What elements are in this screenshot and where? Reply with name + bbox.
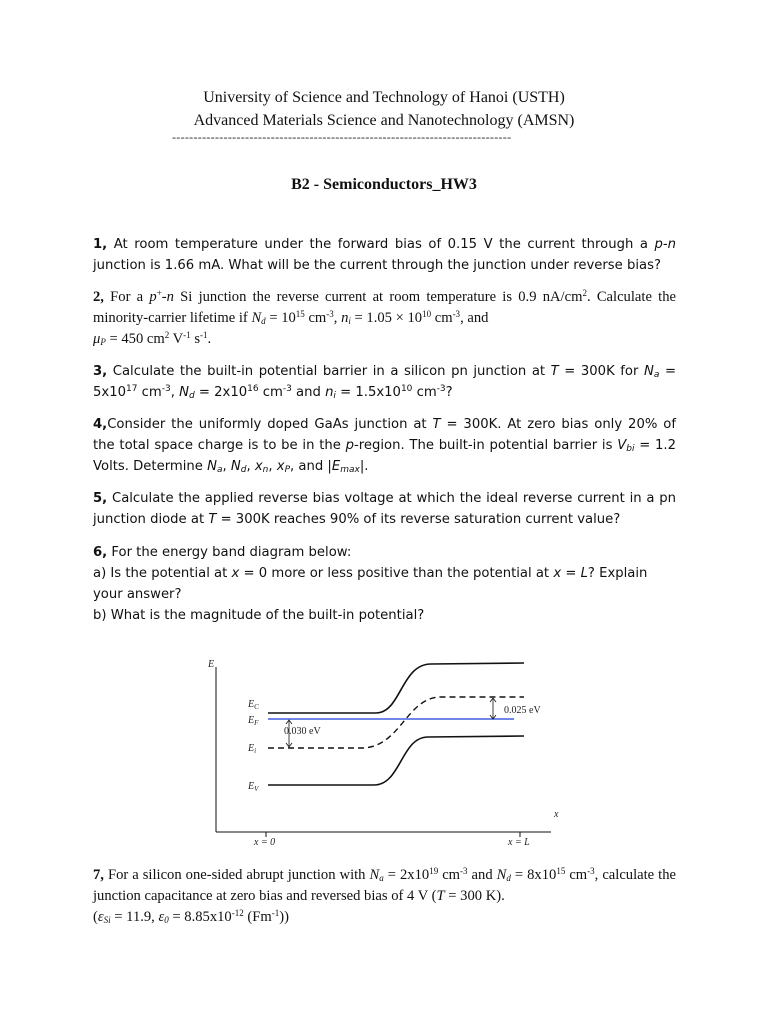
q2-i: i <box>348 316 351 326</box>
question-7-number: 7, <box>93 867 104 883</box>
q7-m1: -1 <box>271 908 280 918</box>
ev-label <box>247 781 259 793</box>
q3-m3a: -3 <box>161 384 171 394</box>
conduction-band-edge <box>268 663 524 713</box>
q2-t4: . Calculate the minority-carrier lifetime if <box>93 289 676 326</box>
q3-Na: N <box>643 364 654 379</box>
q1-text-2: junction is 1.66 mA. What will be the current through the junction under reverse bias? <box>93 258 661 273</box>
ei-label-main: E <box>248 743 255 754</box>
ei-label-sub: i <box>254 747 257 755</box>
q4-Na: N <box>207 459 217 474</box>
q2-m1b: -1 <box>200 330 208 340</box>
q5-t2: = 300K reaches 90% of its reverse saturation current value? <box>216 512 621 527</box>
q4-max: max <box>340 465 360 475</box>
q4-E: E <box>331 459 341 474</box>
q4-d: d <box>240 465 247 475</box>
q2-t8: = 1.05 × 10 <box>350 310 423 326</box>
question-4 <box>93 414 676 477</box>
q2-m3a: -3 <box>326 309 334 319</box>
intrinsic-level <box>268 697 524 748</box>
question-5 <box>93 488 676 530</box>
q6-x2: x <box>553 566 562 581</box>
question-1-number: 1, <box>93 237 108 252</box>
q4-t2: = 300K. At zero bias only 20% of the total space charge is to be in the <box>93 417 676 453</box>
q2-t9: cm <box>431 310 453 326</box>
q4-t1: Consider the uniformly doped GaAs junction at <box>107 417 433 432</box>
q7-t8: = 300 K). <box>444 888 505 904</box>
ec-label-main: E <box>248 699 255 710</box>
q7-m3a: -3 <box>460 866 468 876</box>
x-axis-label: x <box>554 809 559 820</box>
q3-t2: = 300K for <box>558 364 644 379</box>
q4-t9: |. <box>359 459 369 474</box>
q2-m1a: -1 <box>183 330 191 340</box>
q4-xn: x <box>254 459 263 474</box>
q2-m3b: -3 <box>452 309 461 319</box>
q7-t2: = 2x10 <box>383 867 430 883</box>
q2-t14: . <box>207 331 212 347</box>
department-name: Advanced Materials Science and Nanotechnology (AMSN) <box>193 112 575 129</box>
q4-t5: , <box>222 459 231 474</box>
q6-intro <box>93 542 676 563</box>
q3-t4: cm <box>137 385 162 400</box>
q7-c1: ( <box>93 909 98 925</box>
ei-label <box>247 743 256 755</box>
q4-p2: P <box>284 465 291 475</box>
question-6-number: 6, <box>93 545 108 560</box>
ev-label-main: E <box>248 781 255 792</box>
q7-e19: 19 <box>429 866 439 876</box>
q4-Nd: N <box>230 459 241 474</box>
q3-i: i <box>333 391 336 401</box>
q3-m3c: -3 <box>436 384 446 394</box>
q7-c5: )) <box>279 909 289 925</box>
ev-label-sub: V <box>254 785 259 793</box>
q2-t7: , <box>333 310 342 326</box>
q4-V: V <box>617 438 627 453</box>
q4-t8: , and | <box>290 459 332 474</box>
q7-constants <box>93 907 676 928</box>
x0-label: x = 0 <box>254 837 276 847</box>
q2-t6: cm <box>304 310 327 326</box>
q7-eps1: ε <box>97 909 104 925</box>
q3-t6: = 2x10 <box>194 385 248 400</box>
q7-d: d <box>506 873 511 883</box>
q3-t1: Calculate the built-in potential barrier in a silicon pn junction at <box>107 364 551 379</box>
question-3-number: 3, <box>93 364 108 379</box>
q2-e15: 15 <box>295 309 305 319</box>
q1-text: At room temperature under the forward bias of 0.15 V the current through a <box>107 237 655 252</box>
q2-e10: 10 <box>422 309 432 319</box>
q7-c3: = 8.85x10 <box>168 909 232 925</box>
q7-eps2: ε <box>158 909 165 925</box>
q2-line-3 <box>93 329 676 350</box>
q6-a4: ? Explain your answer? <box>93 566 648 602</box>
q3-t5: , <box>170 385 180 400</box>
q2-t3: Si junction the reverse current at room temperature is 0.9 nA/cm <box>173 289 583 305</box>
q6-a1: a) Is the potential at <box>93 566 232 581</box>
q3-e10: 10 <box>400 384 413 394</box>
q3-ni: n <box>325 385 334 400</box>
q6-part-a <box>93 563 676 605</box>
q2-n: n <box>166 289 174 305</box>
q7-m3b: -3 <box>587 866 595 876</box>
left-gap-label: 0.030 eV <box>284 726 321 737</box>
q4-a: a <box>216 465 223 475</box>
university-name: University of Science and Technology of Hanoi (USTH) <box>203 89 565 106</box>
q7-c4: (Fm <box>243 909 272 925</box>
q4-t7: , <box>268 459 277 474</box>
q4-n: n <box>262 465 269 475</box>
q2-t11: = 450 cm <box>105 331 165 347</box>
ef-label <box>247 715 259 727</box>
ef-label-sub: F <box>254 719 259 727</box>
q4-bi: bi <box>626 444 635 454</box>
q2-t13: s <box>190 331 200 347</box>
q3-t9: = 1.5x10 <box>335 385 401 400</box>
q1-pn: p-n <box>654 237 676 252</box>
q6-x1: x <box>231 566 240 581</box>
question-3 <box>93 361 676 403</box>
q4-xp: x <box>276 459 285 474</box>
q4-p: p <box>345 438 354 453</box>
q2-t12: V <box>169 331 184 347</box>
q2-p: p <box>149 289 157 305</box>
q2-t10: , and <box>460 310 489 326</box>
q7-a: a <box>379 873 384 883</box>
q2-sq: 2 <box>582 288 587 298</box>
q3-e17: 17 <box>125 384 138 394</box>
q6-part-b: b) What is the magnitude of the built-in potential? <box>93 608 425 623</box>
q3-t8: and <box>291 385 326 400</box>
q6-a3: = <box>561 566 581 581</box>
q6-L: L <box>580 566 588 581</box>
q3-m3b: -3 <box>282 384 292 394</box>
q3-a: a <box>653 370 660 380</box>
q2-ni: n <box>341 310 349 326</box>
q7-t4: and <box>467 867 497 883</box>
right-gap-label: 0.025 eV <box>504 705 541 716</box>
q3-T: T <box>550 364 559 379</box>
question-2-number: 2, <box>93 289 104 305</box>
q7-m12: -12 <box>231 908 244 918</box>
q2-plus: + <box>156 288 162 298</box>
q3-t11: ? <box>445 385 453 400</box>
q3-d: d <box>188 391 195 401</box>
valence-band-edge <box>268 736 524 785</box>
q7-Si: Si <box>103 915 111 925</box>
q7-t7: , calculate the junction capacitance at zero bias and reversed bias of 4 V ( <box>93 867 677 904</box>
question-1 <box>93 234 676 276</box>
energy-band-diagram <box>196 647 576 847</box>
page-title: B2 - Semiconductors_HW3 <box>291 176 477 193</box>
ec-label-sub: C <box>254 703 259 711</box>
q3-t3: = 5x10 <box>93 364 676 400</box>
q2-t1: For a <box>103 289 150 305</box>
q5-t1: Calculate the applied reverse bias voltage at which the ideal reverse current in a pn junction diode at <box>93 491 676 527</box>
q7-c2: = 11.9, <box>110 909 159 925</box>
q2-two: 2 <box>164 330 170 340</box>
q5-T: T <box>208 512 217 527</box>
question-7 <box>93 865 676 928</box>
q7-t5: = 8x10 <box>510 867 557 883</box>
xL-label: x = L <box>508 837 530 847</box>
q4-T: T <box>432 417 441 432</box>
q3-Nd: N <box>179 385 189 400</box>
q7-t6: cm <box>565 867 588 883</box>
q3-e16: 16 <box>247 384 259 394</box>
q6-t1: For the energy band diagram below: <box>107 545 352 560</box>
ef-label-main: E <box>248 715 255 726</box>
q2-mu: μ <box>93 331 101 347</box>
q7-Nd: N <box>496 867 507 883</box>
q7-Na: N <box>369 867 380 883</box>
q7-t1: For a silicon one-sided abrupt junction with <box>103 867 370 883</box>
e-axis-label: E <box>208 659 215 670</box>
q7-T: T <box>436 888 445 904</box>
q2-t2: - <box>161 289 167 305</box>
q2-psub: P <box>100 337 106 347</box>
q2-d: d <box>261 316 266 326</box>
q7-t3: cm <box>438 867 461 883</box>
q6-a2: = 0 more or less positive than the potential at <box>239 566 554 581</box>
q2-Nd: N <box>251 310 262 326</box>
q7-zero: 0 <box>164 915 169 925</box>
q7-e15: 15 <box>556 866 566 876</box>
question-2 <box>93 287 676 350</box>
separator-line: ------------------------------------------------------------------------------- <box>172 130 512 144</box>
question-5-number: 5, <box>93 491 108 506</box>
q4-t4: = 1.2 Volts. Determine <box>93 438 676 474</box>
document-header <box>0 86 768 132</box>
q4-t3: -region. The built-in potential barrier is <box>353 438 618 453</box>
ec-label <box>247 699 259 711</box>
question-4-number: 4, <box>93 417 108 432</box>
question-6 <box>93 542 676 626</box>
q3-t7: cm <box>258 385 283 400</box>
q4-t6: , <box>246 459 255 474</box>
q3-t10: cm <box>412 385 437 400</box>
q2-t5: = 10 <box>265 310 296 326</box>
